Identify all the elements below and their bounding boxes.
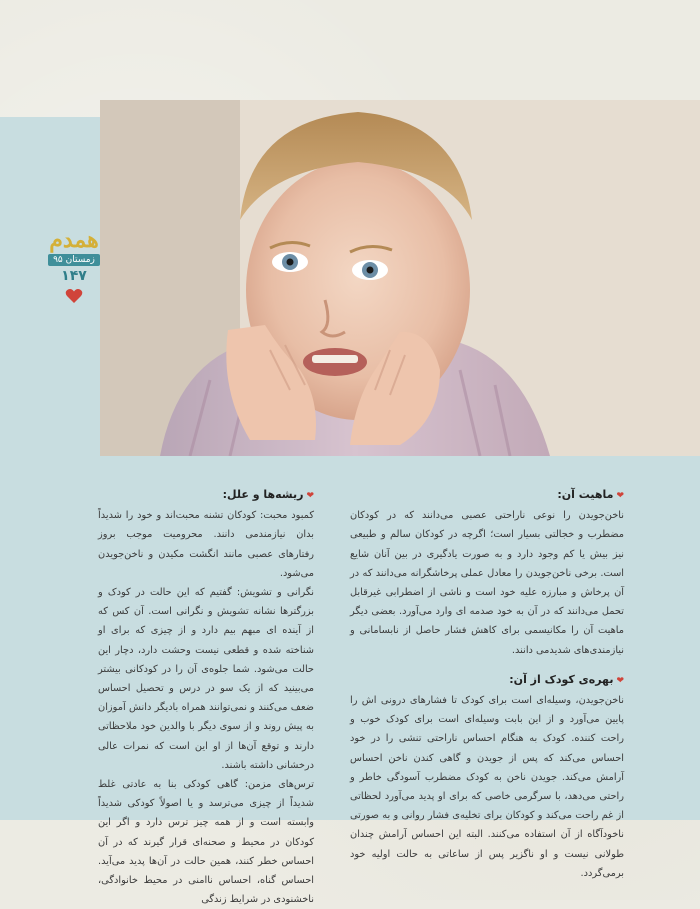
nature-heading — [350, 485, 624, 506]
magazine-season: زمستان ۹۵ — [48, 254, 100, 266]
roots-fears: ترس‌های مزمن: گاهی کودکی بنا به عادتی غلط شدیداً از چیزی می‌ترسد و یا اصولاً کودکی شدیداً وابسته است و از همه چیز ترس دارد و اگر این کودکان در محیط و صحنه‌ای قرار گیرند که در آن احساس خطر کنند، همین حالت در آن‌ها پدید می‌آید. احساس گناه، احساس ناامنی در محیط خانوادگی، ناخشنودی در شرایط زندگی — [98, 779, 314, 906]
left-text-column — [98, 485, 314, 909]
benefit-body: ناخن‌جویدن، وسیله‌ای است برای کودک تا فشارهای درونی اش را پایین می‌آورد و از این بابت وسیله‌ای است برای کودک خوب و راحت کننده. کودک به هنگام احساس ناراحتی تنشی را در خود احساس می‌کند که پس از جویدن و گاهی کندن ناخن احساس آرامش می‌کند. جویدن ناخن به کودک مضطرب آسودگی خاطر و راحتی می‌دهد، با سرگرمی خاصی که برای او پدید می‌آورد لحظاتی از غم راحت می‌کند و کودکان برای تخلیه‌ی فشار روانی و به صورتی ناخودآگاه از آن استفاده می‌کنند. البته این احساس آرامش چندان طولانی نیست و او ناگزیر پس از ساعاتی به حالت اولیه خود برمی‌گردد. — [350, 695, 624, 879]
roots-intro: کمبود محبت: کودکان تشنه محبت‌اند و خود را شدیداً بدان نیازمندمی دانند. محرومیت موجب بروز رفتارهای عصبی مانند انگشت مکیدن و ناخن‌جویدن می‌شود. — [98, 510, 314, 579]
benefit-heading — [350, 670, 624, 691]
right-text-column — [350, 485, 624, 883]
magazine-name: همدم — [49, 227, 99, 253]
nature-title: ماهیت آن: — [557, 488, 614, 501]
nature-body: ناخن‌جویدن را نوعی ناراحتی عصبی می‌دانند که در کودکان مضطرب و خجالتی بسیار است؛ اگرچه در کودکان سالم و طبیعی نیز بیش یا کم وجود دارد و به صورت یادگیری در بین آنان شایع است. برخی ناخن‌جویدن را معادل عملی پرخاشگرانه می‌دانند که در آن پرخاش و مبارزه علیه خود است و ناشی از اضطرابی غیرقابل تحمل می‌دانند که در آن به خود صدمه ای وارد می‌آورد. بعضی دیگر ماهیت آن را مکانیسمی برای کاهش فشار حاصل از نابسامانی و نیازمندی‌های شدیدمی دانند. — [350, 510, 624, 656]
heart-icon — [65, 288, 83, 304]
roots-title: ریشه‌ها و علل: — [222, 488, 304, 501]
benefit-title: بهره‌ی کودک از آن: — [509, 672, 614, 686]
roots-anxiety: نگرانی و تشویش: گفتیم که این حالت در کودک و بزرگترها نشانه تشویش و نگرانی است. آن کس که از آینده ای مبهم بیم دارد و از چیزی که برای او شناخته شده و قطعی نیست وحشت دارد، دچار این حالت می‌شود. شما جلوه‌ی آن را در کودکانی بیشتر می‌بینید که از یک سو در درس و تحصیل احساس ضعف می‌کنند و نمی‌توانند همراه بادیگر دانش آموزان به پیش روند و از سوی دیگر با والدین خود ملاحظاتی دارند و توقع آن‌ها از او این است که نمرات عالی درخشانی داشته باشند. — [98, 587, 314, 771]
heart-bullet-icon: ❤ — [616, 491, 624, 501]
heart-bullet-icon: ❤ — [616, 675, 624, 686]
heart-bullet-icon: ❤ — [306, 491, 314, 501]
roots-heading — [98, 485, 314, 506]
magazine-logo — [48, 228, 100, 304]
issue-number: ۱۴۷ — [61, 268, 87, 284]
child-photo — [100, 100, 700, 456]
